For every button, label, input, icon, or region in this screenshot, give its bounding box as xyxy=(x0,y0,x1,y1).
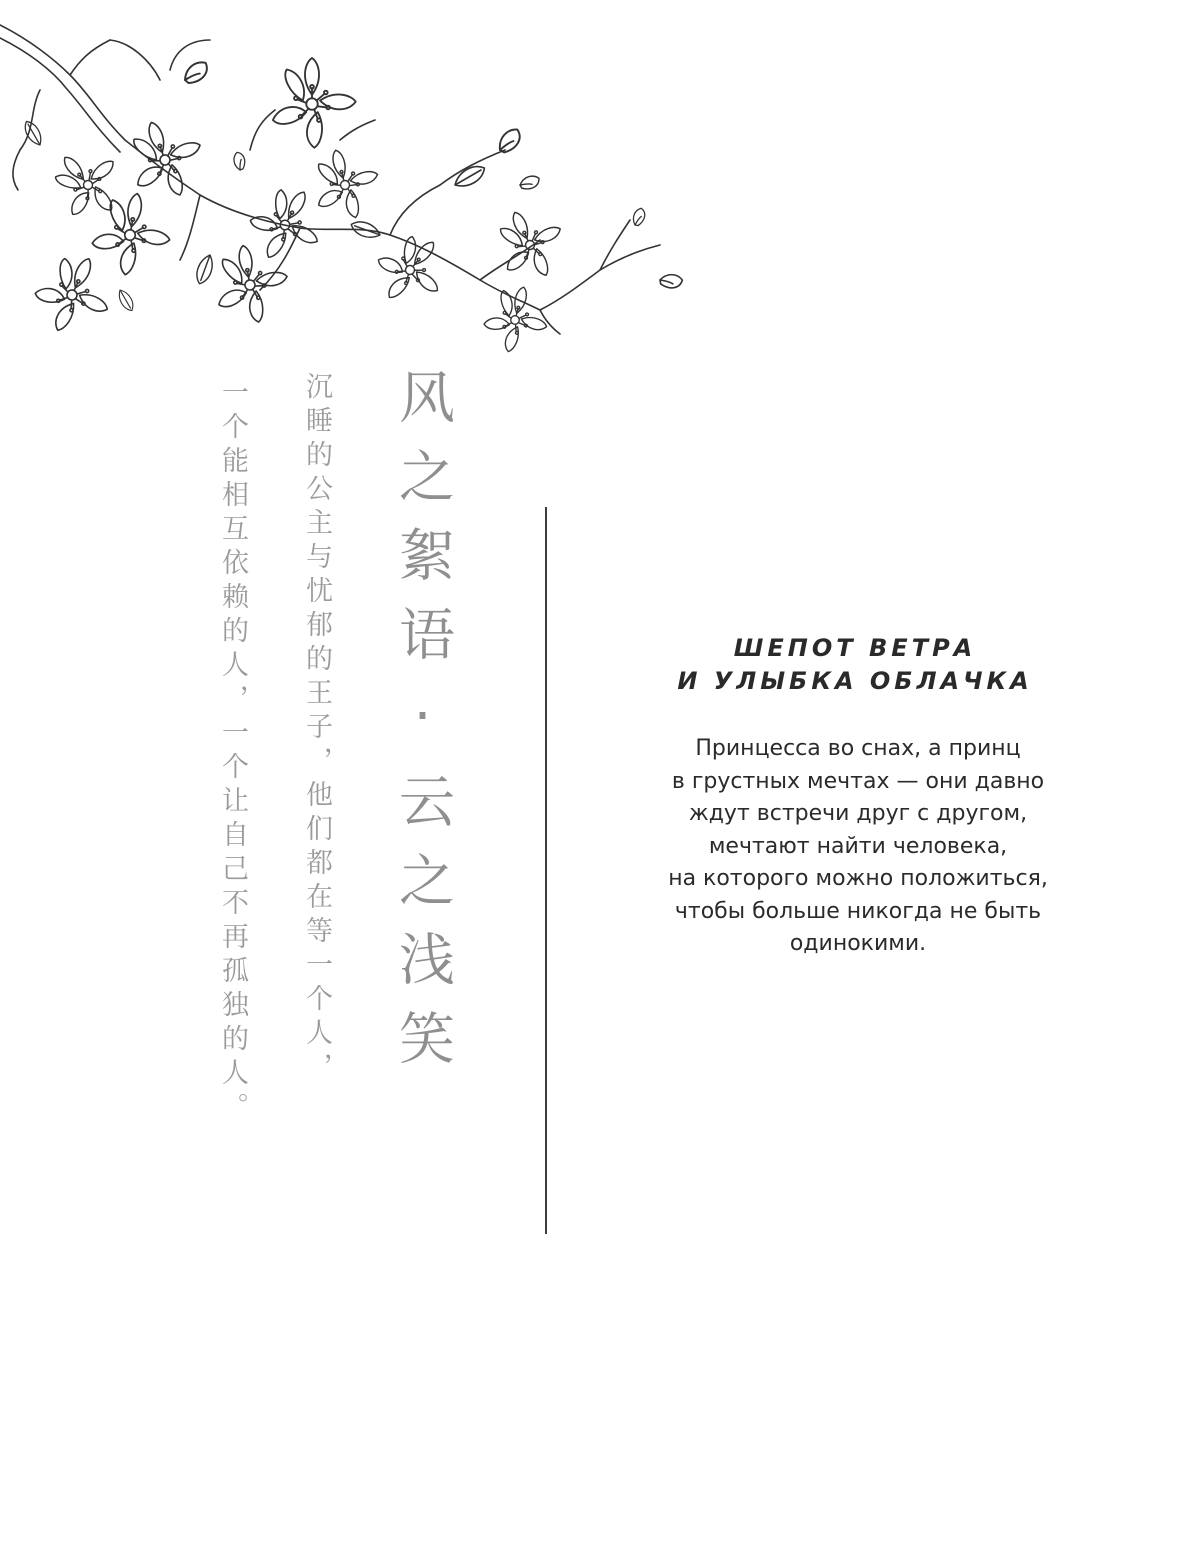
russian-title-line: И УЛЫБКА ОБЛАЧКА xyxy=(677,667,1033,695)
russian-description xyxy=(640,733,1076,961)
description-line: ждут встречи друг с другом, xyxy=(688,801,1028,826)
description-line: Принцесса во снах, а принц xyxy=(695,736,1021,761)
description-line: в грустных мечтах — они давно xyxy=(671,768,1045,794)
description-line: чтобы больше никогда не быть xyxy=(674,898,1042,924)
chinese-subtitle-line-1: 沉睡的公主与忧郁的王子，他们都在等一个人， xyxy=(301,372,332,1086)
cherry-blossom-branch-illustration xyxy=(0,0,700,365)
russian-title-line: ШЕПОТ ВЕТРА xyxy=(733,634,977,662)
chinese-title: 风之絮语·云之浅笑 xyxy=(390,368,455,1088)
russian-title xyxy=(630,632,1080,698)
description-line: одинокими. xyxy=(789,931,927,956)
chinese-subtitle-line-2: 一个能相互依赖的人，一个让自己不再孤独的人。 xyxy=(217,378,248,1126)
description-line: мечтают найти человека, xyxy=(708,833,1008,859)
description-line: на которого можно положиться, xyxy=(668,866,1048,891)
vertical-divider xyxy=(545,507,547,1234)
